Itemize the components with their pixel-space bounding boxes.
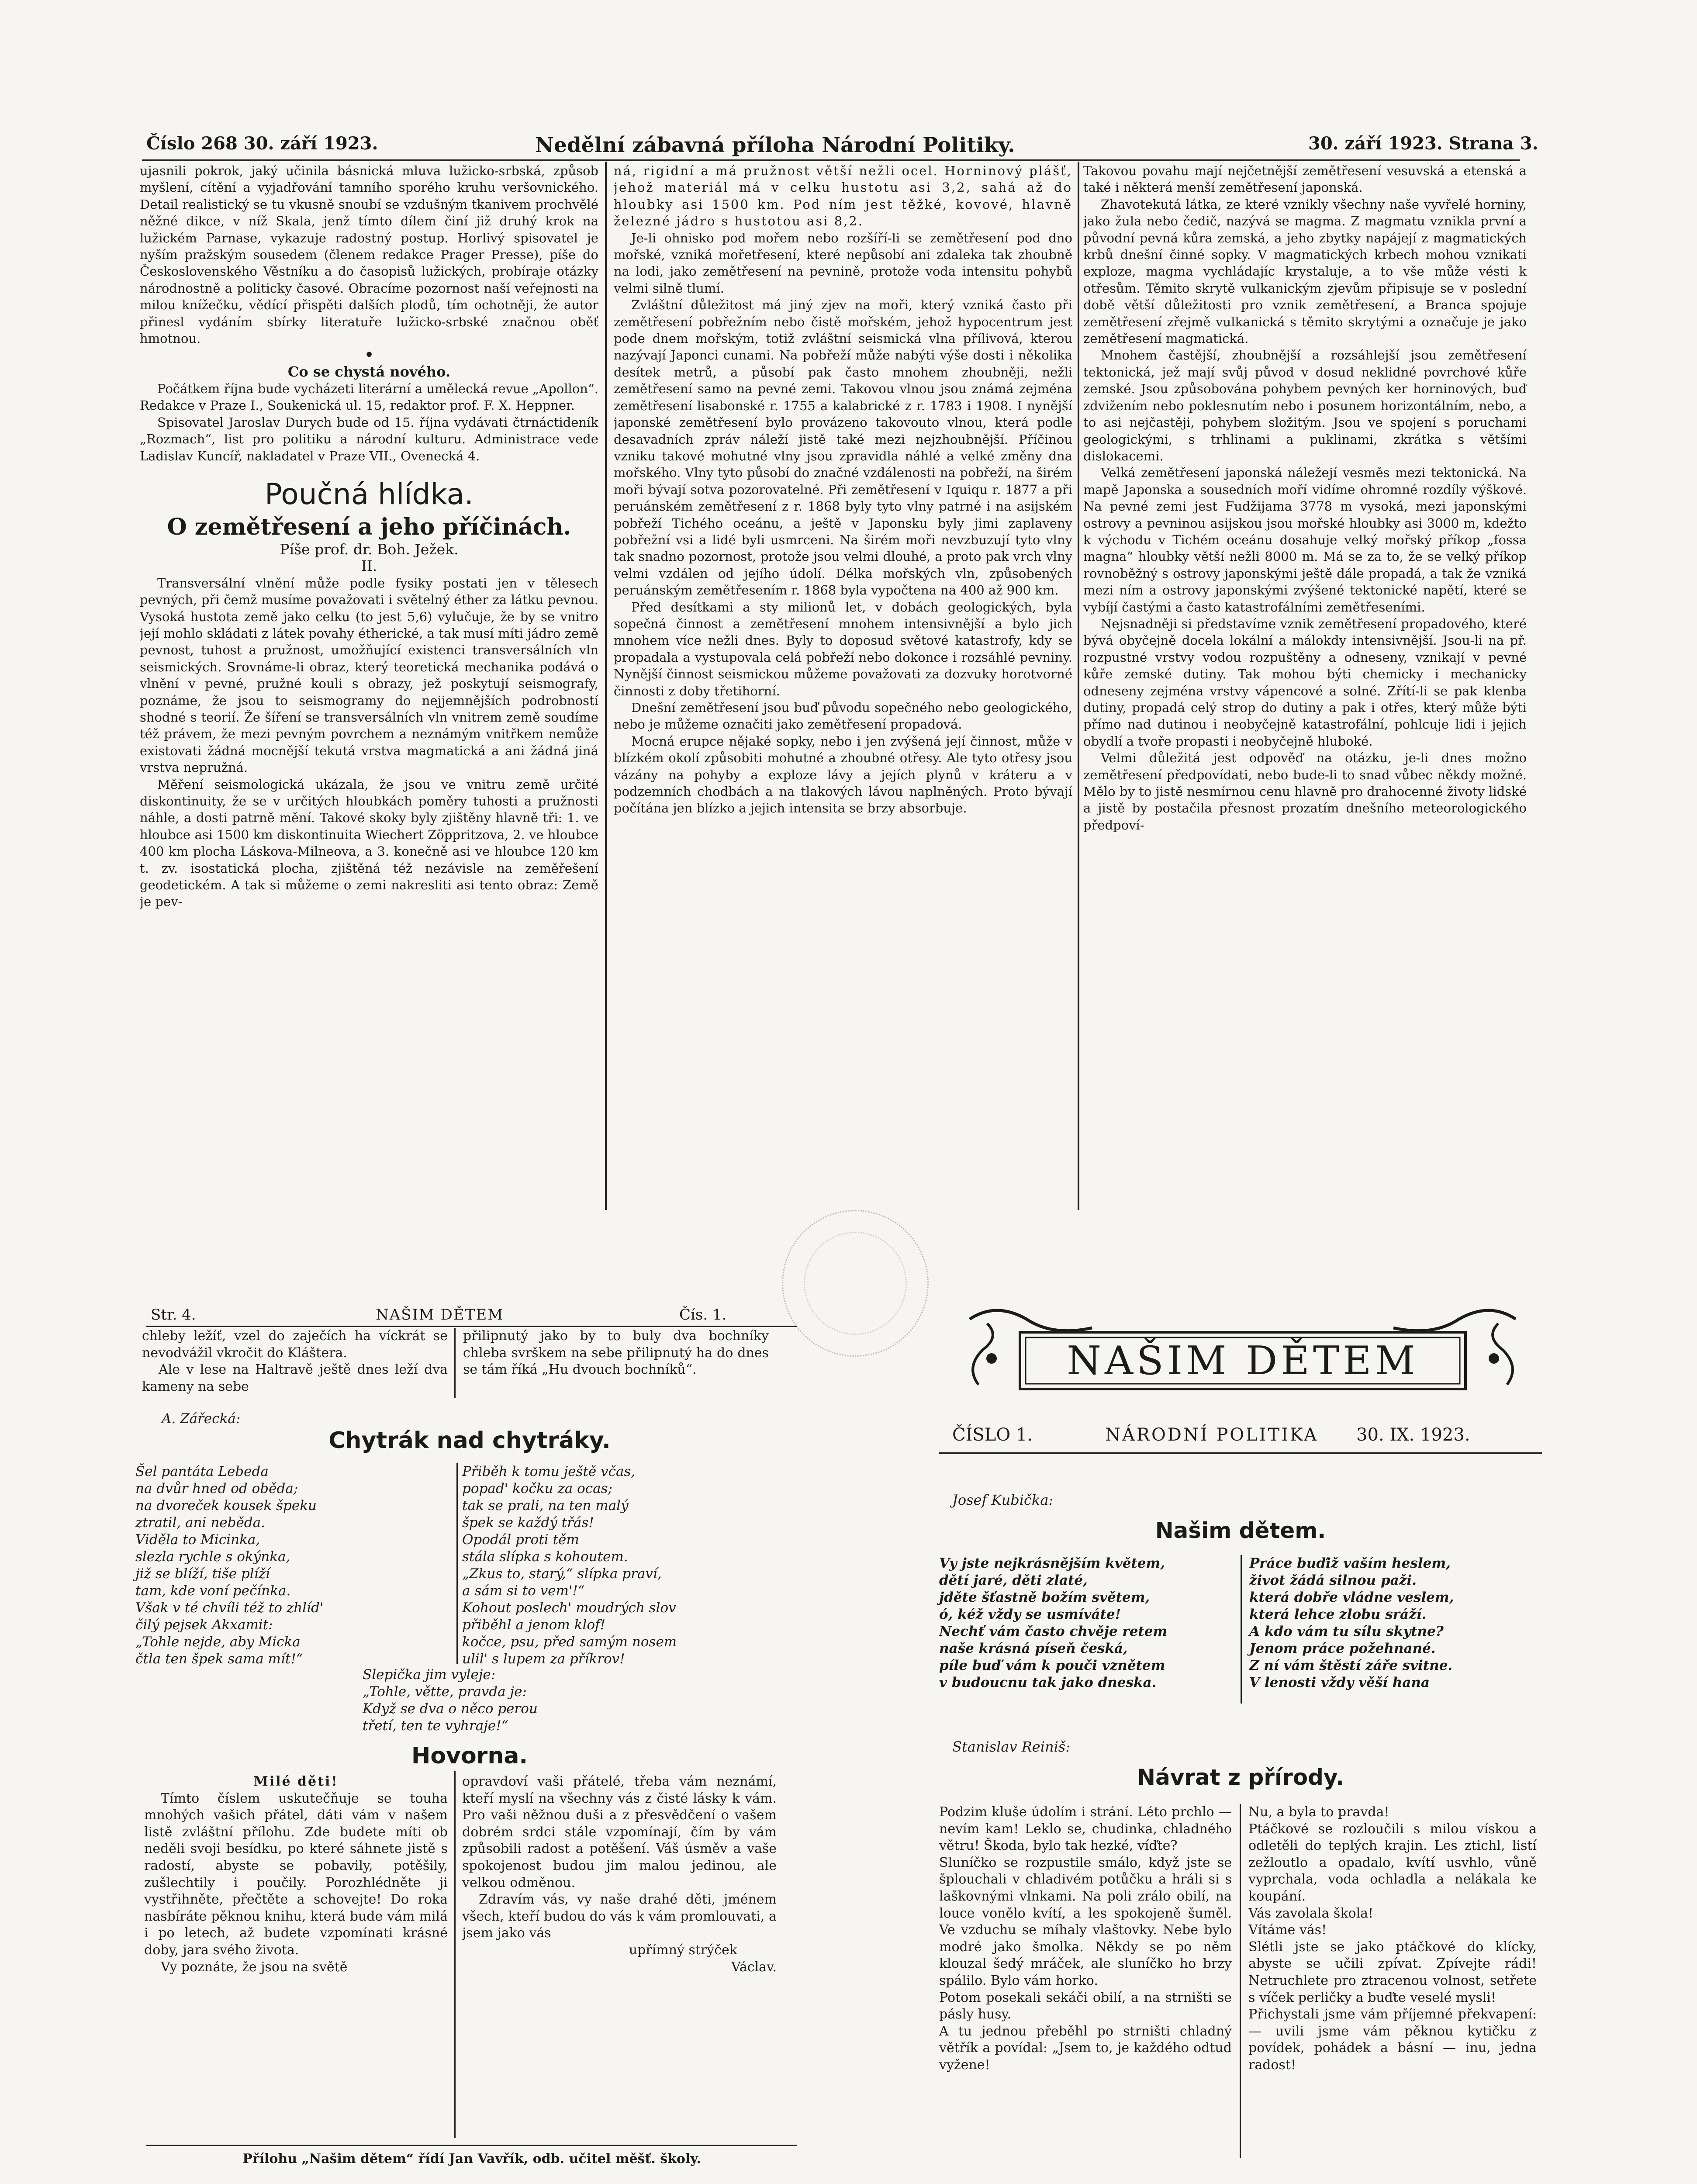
bl-top-col2 [463, 1328, 769, 1398]
hovorna-left-col [144, 1773, 448, 2138]
bl-top-col1 [142, 1328, 448, 1398]
col1-body-p2: Měření seismologická ukázala, že jsou ve vnitru země určité diskontinuity, že se v určitých hloubkách poměry tuhosti a pružnosti náhle, a dosti patrně mění. Takové skoky byly zjištěny hlavně tři: 1. ve hloubce asi 1500 km diskontinuita Wiechert Zöppritzova, 2. ve hloubce 400 km plocha Láskova-Milneova, a 3. konečně asi ve hloubce 120 km t. zv. isostatická plocha, zjištěná též nezávisle na zeměřešení geodetickém. A tak si můžeme o zemi nakresliti asi tento obraz: Země je pev- [140, 777, 598, 909]
poem2-left-stanzas: Vy jste nejkrásnějším květem, dětí jaré, děti zlaté, jděte šťastně božím světem, ó, kéž vždy se usmíváte! Nechť vám často chvěje retem naše krásná píseň česká, píle buď vám k pouči vznětem v budoucnu tak jako dneska. [939, 1555, 1168, 1690]
bl-col1-text2: Ale v lese na Haltravě ještě dnes leží dva kameny na sebe [142, 1362, 448, 1394]
top-column-divider-2 [1078, 162, 1079, 1210]
col1-article-title: O zemětřesení a jeho příčinách. [167, 513, 571, 540]
bl-col1-text: chleby ležíť, vzel do zaječích ha víckrát se nevodvážil vkročit do Kláštera. [142, 1328, 448, 1361]
story-left-col: Podzim kluše údolím i strání. Léto prchlo — nevím kam! Leklo se, chudinka, chladného větru! Škoda, bylo tak hezké, víďte? Sluníčko se rozpustile smálo, když jste se šplouchali v chladivém potůčku a hráli si s laškovnými vlnkami. Na poli zrálo obilí, na louce vonělo kvítí, a les spokojeně šuměl. Ve vzduchu se míhaly vlaštovky. Nebe bylo modré jako šmolka. Někdy se po něm klouzal šedý mráček, ale sluníčko ho brzy spálilo. Bylo vám horko. Potom posekali sekáči obilí, a na strništi se pásly husy. A tu jednou přeběhl po strništi chladný větřík a povídal: „Jsem to, je každého odtud vyžene! [939, 1804, 1232, 2073]
issue-rule [939, 1452, 1542, 1454]
poem2-divider [1241, 1555, 1242, 1704]
bl-col2-text: přilipnutý jako by to buly dva bochníky chleba svrškem na sebe přilipnutý ha do dnes se tám říká „Hu dvouch bochníků“. [463, 1328, 769, 1378]
bl-top-divider [454, 1328, 456, 1398]
top-header-rule [142, 159, 1520, 161]
poem1-author: A. Zářecká: [162, 1411, 241, 1427]
bl-footer: Přílohu „Našim dětem“ řídí Jan Vavřík, odb. učitel měšť. školy. [242, 2151, 701, 2167]
story-divider [1240, 1804, 1241, 2158]
top-header-left: Číslo 268 30. září 1923. [146, 133, 378, 154]
top-column-3 [1083, 162, 1527, 1209]
top-column-divider-1 [605, 162, 607, 1210]
hovorna-right-text2: Zdravím vás, vy naše drahé děti, jménem všech, kteří budou do vás k vám promlouvati, a jsem jako vás [462, 1892, 777, 1941]
col1-news-title: Co se chystá nového. [287, 363, 451, 380]
issue-number: ČÍSLO 1. [952, 1425, 1033, 1445]
poem2-right-stanzas: Práce buďiž vaším heslem, život žádá silnou paži. která dobře vládne veslem, která lehce zlobu sráží. A kdo vám tu sílu skytne? Jenom práce požehnané. Z ní vám štěstí záře svitne. V lenosti vždy věší hana [1249, 1555, 1454, 1690]
top-header-right: 30. září 1923. Strana 3. [1308, 133, 1538, 154]
top-column-1: ujasnili pokrok, jaký učinila básnická mluva lužicko-srbská, způsob myšlení, cítění a vyjadřování tamního sporého kruhu veršovnického. Detail realistický se tu vkusně snoubí se vzdušným tkanivem prochvělé něžné dikce, v níž Skala, jenž tímto dílem činí již druhý krok na lužickém Parnase, vykazuje radostný postup. Horlivý spisovatel je nyším pražským sousedem (členem redakce Prager Presse), píše do Československého Věstníku a do časopisů lužických, probíraje otázky národnostně a politicky časové. Obracíme pozornost naší veřejnosti na milou knížečku, vědící přispěti dalších plodů, tím ochotněji, že autor přinesl vydáním sbírky literatuře lužicko-srbské značnou oběť hmotnou. • Co se chystá nového. Počátkem října bude vycházeti literární a umělecká revue „Apollon“. Redakce v Praze I., Soukenická ul. 15, redaktor prof. F. X. Heppner. Spisovatel Jaroslav Durych bude od 15. října vydávati čtrnáctideník „Rozmach“, list pro politiku a národní kulturu. Administrace vede Ladislav Kuncíř, nakladatel v Praze VII., Ovenecká 4. Poučná hlídka. O zemětřesení a jeho příčinách. Píše prof. dr. Boh. Ježek. II. Transversální vlnění může podle fysiky postati jen v tělesech pevných, při čemž musíme považovati i světelný éther za látku pevnou. Vysoká hustota země jako celku (to jest 5,6) vylučuje, že by se vnitro její mohlo skládati z látek povahy étherické, a tak musí míti jádro země pevnost, tuhost a pružnost, umožňující existenci transversálních vln seismických. Srovnáme-li obraz, který teoretická mechanika podává o vlnění v pevné, pružné kouli s obrazy, jež poskytují seismografy, poznáme, že jsou to seismogramy do nejjemnějších podrobností shodné s teorií. Že šíření se transversálních vln vnitrem země soudíme též právem, že mezi pevným povrchem a neznámým vnitřkem nemůže existovati žádná mocnější tekutá vrstva magmatická a ani žádná jiná vrstva nepružná. Měření seismologická ukázala, že jsou ve vnitru země určité diskontinuity, že se v určitých hloubkách poměry tuhosti a pružnosti náhle, a dosti patrně mění. Takové skoky byly zjištěny hlavně tři: 1. ve hloubce asi 1500 km diskontinuita Wiechert Zöppritzova, 2. ve hloubce 400 km plocha Láskova-Milneova, a 3. konečně asi ve hloubce 120 km t. zv. isostatická plocha, zjištěná též nezávisle na zeměřešení geodetickém. A tak si můžeme o zemi nakresliti asi tento obraz: Země je pev- [140, 162, 598, 1209]
col1-intro: ujasnili pokrok, jaký učinila básnická mluva lužicko-srbská, způsob myšlení, cítění a vyjadřování tamního sporého kruhu veršovnického. Detail realistický se tu vkusně snoubí se vzdušným tkanivem prochvělé něžné dikce, v níž Skala, jenž tímto dílem činí již druhý krok na lužickém Parnase, vykazuje radostný postup. Horlivý spisovatel je nyším pražským sousedem (členem redakce Prager Presse), píše do Československého Věstníku a do časopisů lužických, probíraje otázky národnostně a politicky časové. Obracíme pozornost naší veřejnosti na milou knížečku, vědící přispěti dalších plodů, tím ochotněji, že autor přinesl vydáním sbírky literatuře lužicko-srbské značnou oběť hmotnou. [140, 163, 598, 346]
bl-header-center: NAŠIM DĚTEM [376, 1306, 504, 1324]
hovorna-title: Hovorna. [411, 1743, 528, 1769]
poem1-right-stanzas: Přiběh k tomu ještě včas, popad' kočku za ocas; tak se prali, na ten malý špek se každý třás! Opodál proti těm stála slípka s kohoutem. „Zkus to, starý,“ slípka praví, a sám si to vem'!“ Kohout poslech' moudrých slov přiběhl a jenom klof! kočce, psu, před samým nosem ulil' s lupem za příkrov! [462, 1464, 677, 1667]
col1-author: Píše prof. dr. Boh. Ježek. [280, 540, 459, 558]
col1-body-p1: Transversální vlnění může podle fysiky postati jen v tělesech pevných, při čemž musíme považovati i světelný éther za látku pevnou. Vysoká hustota země jako celku (to jest 5,6) vylučuje, že by se vnitro její mohlo skládati z látek povahy étherické, a tak musí míti jádro země pevnost, tuhost a pružnost, umožňující existenci transversálních vln seismických. Srovnáme-li obraz, který teoretická mechanika podává o vlnění v pevné, pružné kouli s obrazy, jež poskytují seismografy, poznáme, že jsou to seismogramy do nejjemnějších podrobností shodné s teorií. Že šíření se transversálních vln vnitrem země soudíme též právem, že mezi pevným povrchem a neznámým vnitřkem nemůže existovati žádná mocnější tekutá vrstva magmatická a ani žádná jiná vrstva nepružná. [140, 575, 598, 775]
col3-p2: Zhavotekutá látka, ze které vznikly všechny naše vyvřelé horniny, jako žula nebo čedič, nazývá se magma. Z magmatu vznikla první a původní pevná kůra zemská, a jeho zbytky napájejí z magmatických krbů dnešní činné sopky. V magmatických krbech mohou vznikati exploze, magma vychládajíc krystaluje, a to vše může vésti k otřesům. Těmito skrytě vulkanickým zjevům připisuje se v poslední době větší důležitosti pro vznik zemětřesení, a Branca spojuje zemětřesení zřejmě vulkanická s těmito skrytými a označuje je jako zemětřesení magmatická. [1083, 197, 1527, 346]
story-title: Návrat z přírody. [1137, 1765, 1344, 1790]
top-column-2 [614, 162, 1072, 1209]
hovorna-left-text2: Vy poznáte, že jsou na světě [161, 1959, 348, 1975]
col2-p1: ná, rigidní a má pružnost větší nežli ocel. Horninový plášť, jehož materiál má v celku hustotu asi 3,2, sahá až do hloubky asi 1500 km. Pod ním jest těžké, kovové, hlavně železné jádro s hustotou asi 8,2. [614, 163, 1072, 229]
ornament-dot-right [1489, 1353, 1499, 1364]
bl-header-left: Str. 4. [151, 1306, 196, 1324]
ornament-dot-left [986, 1353, 997, 1364]
poem2-title: Našim dětem. [1155, 1518, 1326, 1543]
issue-publisher: NÁRODNÍ POLITIKA [1105, 1425, 1319, 1445]
poem1-title: Chytrák nad chytráky. [328, 1427, 611, 1454]
col2-p4: Před desítkami a sty milionů let, v dobách geologických, byla sopečná činnost a zemětřesení mnohem intensivnější a bylo jich mnohem více nežli dnes. Byly to doposud světové katastrofy, kdy se propadala a vystupovala celá pobřeží nebo dokonce i rozsáhlé pevniny. Nynější činnost seismickou můžeme považovati za dozvuky horotvorné činnosti z doby třetihorní. [614, 599, 1072, 698]
issue-date: 30. IX. 1923. [1356, 1425, 1470, 1445]
poem1-divider [456, 1463, 458, 1664]
col2-p2: Je-li ohnisko pod mořem nebo rozšíří-li se zemětřesení pod dno mořské, vzniká mořetřesení, které nepůsobí ani zdaleka tak zhoubně na lodi, jako zemětřesení na pevnině, protože voda intensitu pohybů velmi silně tlumí. [614, 230, 1072, 296]
hovorna-left-text: Tímto číslem uskutečňuje se touha mnohých vašich přátel, dáti vám v našem listě zvláštní přílohu. Zde budete míti ob neděli svoji besídku, po které sáhnete jistě s radostí, abyste se pobavily, potěšily, zušlechtily i poučily. Porozhlédněte ji vystřihněte, přečtěte a schovejte! Do roka nasbíráte pěknou knihu, která bude vám milá i po letech, až budete vzpomínati krásné doby, jara svého života. [144, 1790, 448, 1958]
col2-p5: Dnešní zemětřesení jsou buď původu sopečného nebo geologického, nebo je můžeme označiti jako zemětřesení propadová. [614, 700, 1072, 732]
bl-footer-rule [146, 2145, 797, 2146]
ornament-swirl-left [970, 1310, 1092, 1331]
col3-p6: Velmi důležitá jest odpověď na otázku, je-li dnes možno zemětřesení předpovídati, nebo bude-li to snad vůbec někdy možné. Mělo by to jistě nesmírnou cenu hlavně pro drahocenné životy lidské a jistě by postačila přesnost prozatím dnešního meteorologického předpoví- [1083, 750, 1527, 833]
bl-header-right: Čís. 1. [679, 1306, 727, 1324]
col3-p3: Mnohem častější, zhoubnější a rozsáhlejší jsou zemětřesení tektonická, jež mají svůj původ v dosud neklidné povrchové kůře zemské. Jsou způsobována pohybem pevných ker horninových, buď zdvižením nebo poklesnutím nebo i posunem horizontálním, nebo, a to asi nejčastěji, pohybem složitým. Jsou ve spojení s poruchami geologickými, s trhlinami a puklinami, zkrátka s většími dislokacemi. [1083, 348, 1527, 463]
poem2-author: Josef Kubička: [952, 1492, 1054, 1508]
col3-p4: Velká zemětřesení japonská náležejí vesměs mezi tektonická. Na mapě Japonska a sousedních moří vidíme ohromné rozdíly výškové. Na pevné zemi jest Fudžijama 3778 m vysoká, mezi japonskými ostrovy a pevninou asijskou jsou mořské hloubky asi 3000 m, kdežto k východu v Tichém oceánu dosahuje velký mořský příkop „fossa magna“ hloubky větší nežli 8000 m. Má se za to, že se velký příkop rovnoběžný s ostrovy japonskými ještě dále propadá, a tak že vzniká mezi ním a ostrovy japonskými zvýšené tektonické napětí, které se vybíjí častými a často katastrofálními zemětřeseními. [1083, 465, 1527, 615]
hovorna-right-text: opravdoví vaši přátelé, třeba vám neznámí, kteří myslí na všechny vás z čisté lásky k vám. Pro vaši něžnou duši a z přesvědčení o vašem dobrém srdci stále vzpomínají, čím by vám způsobili radost a potěšení. Váš úsměv a vaše spokojenost budou jim malou jedinou, ale velkou odměnou. [462, 1774, 777, 1890]
story-right-col: Nu, a byla to pravda! Ptáčkové se rozloučili s milou vískou a odletěli do teplých krajin. Les ztichl, listí zežloutlo a opadalo, kvítí usvhlo, vůně vyprchala, voda ochladla a nelákala ke koupání. Vás zavolala škola! Vítáme vás! Slétli jste se jako ptáčkové do klícky, abyste se učili zpívat. Zpívejte rádi! Netruchlete pro ztracenou volnost, setřete s víček perličky a buďte veselé mysli! Přichystali jsme vám příjemné překvapení: — uvili jsme vám pěknou kytičku z povídek, pohádek a básní — inu, jedna radost! [1248, 1804, 1537, 2073]
ornament-swirl-right [1393, 1310, 1516, 1331]
hovorna-right-col [462, 1773, 777, 2138]
col2-p6: Mocná erupce nějaké sopky, nebo i jen zvýšená její činnost, může v blízkém okolí způsobiti mohutné a zhoubné otřesy. Ale tyto otřesy jsou vázány na pohyby a exploze lávy a jejích plynů v kráteru a v podzemních chodbách a na tlakových lávou naplněných. Proto bývají počítána jen blízko a jejich intensita se brzy absorbuje. [614, 733, 1072, 816]
col2-p3: Zvláštní důležitost má jiný zjev na moři, který vzniká často při zemětřesení pobřežním nebo čistě mořském, jehož hypocentrum jest pode dnem mořským, totiž zvláštní seismická vlna přílivová, kterou nazývají Japonci cunami. Na pobřeží může nabýti výše dosti i několika desítek metrů, a působí pak často mnohem zhoubněji, nežli zemětřesení samo na pevné zemi. Takovou vlnou jsou známá zejména zemětřesení lisabonské r. 1755 a kalabrické z r. 1783 i 1908. I nynější japonské zemětřesení bylo provázeno takovouto vlnou, která podle desavadních zpráv náleží jistě také mezi nejzhoubnější. Příčinou vzniku takové mohutné vlny jsou zpravidla náhlé a velké změny dna mořského. Vlny tyto působí do značné vzdálenosti na pobřeží, na širém moři bývají sotva pozorovatelné. Při zemětřesení v Iquiqu r. 1877 a při peruánském zemětřesení z r. 1868 byly tyto vlny patrné i na asijském pobřeží Tichého oceánu, a ještě v Japonsku byly jimi zaplaveny pobřežní vsi a lidé byli usmrceni. Na širém moři nevzbuzují tyto vlny tak snadno pozornost, protože jsou velmi dlouhé, a proto pak vrch vlny velmi vzdálen od jejího údolí. Délka mořských vln, způsobených peruánským zemětřesením r. 1868 byla vypočtena na 400 až 900 km. [614, 297, 1072, 598]
col1-section-title: Poučná hlídka. [264, 477, 474, 511]
hovorna-divider [454, 1771, 456, 2138]
library-stamp-inner [804, 1232, 907, 1335]
top-header-center: Nedělní zábavná příloha Národní Politiky. [535, 133, 1015, 157]
story-author: Stanislav Reiniš: [952, 1738, 1070, 1755]
col3-p1: Takovou povahu mají nejčetnější zemětřesení vesuvská a etenská a také i některá menší zemětřesení japonská. [1083, 163, 1527, 195]
col1-part-number: II. [361, 557, 377, 575]
hovorna-signature: upřímný strýček [629, 1942, 737, 1958]
bl-header-rule [146, 1326, 797, 1327]
hovorna-greeting: Milé děti! [253, 1774, 339, 1789]
col1-news-p2: Spisovatel Jaroslav Durych bude od 15. října vydávati čtrnáctideník „Rozmach“, list pro politiku a národní kulturu. Administrace vede Ladislav Kuncíř, nakladatel v Praze VII., Ovenecká 4. [140, 415, 598, 463]
masthead-title: NAŠIM DĚTEM [1067, 1338, 1419, 1384]
poem1-final-stanza: Slepička jim vyleje: „Tohle, větte, pravda je: Když se dva o něco perou třetí, ten te vyhraje!“ [363, 1667, 538, 1734]
poem1-left-stanzas: Šel pantáta Lebeda na dvůr hned od oběda; na dvoreček kousek špeku ztratil, ani neběda. Viděla to Micinka, slezla rychle s okýnka, již se blíží, tiše plíží tam, kde voní pečínka. Však v té chvíli též to zhlíd' čilý pejsek Akxamit: „Tohle nejde, aby Micka čtla ten špek sama mít!“ [135, 1464, 324, 1667]
col3-p5: Nejsnadněji si představíme vznik zemětřesení propadového, které bývá obyčejně docela lokální a málokdy intensivnější. Jsou-li na př. rozpustné vrstvy vodou rozpuštěny a odneseny, vznikají v pevné kůře zemské dutiny. Tak mohou býti chemicky i mechanicky odneseny zejména vrstvy vápencové a solné. Zřítí-li se pak klenba dutiny, propadá celý strop do dutiny a pak i otřes, který může býti přímo nad dutinou i neobyčejně katastrofální, pohlcuje lidi i jejich obydlí a tvoře propasti i neobyčejně hluboké. [1083, 616, 1527, 749]
hovorna-signature-name: Václav. [731, 1959, 777, 1975]
col1-news-p1: Počátkem října bude vycházeti literární a umělecká revue „Apollon“. Redakce v Praze I., Soukenická ul. 15, redaktor prof. F. X. Heppner. [140, 381, 598, 413]
